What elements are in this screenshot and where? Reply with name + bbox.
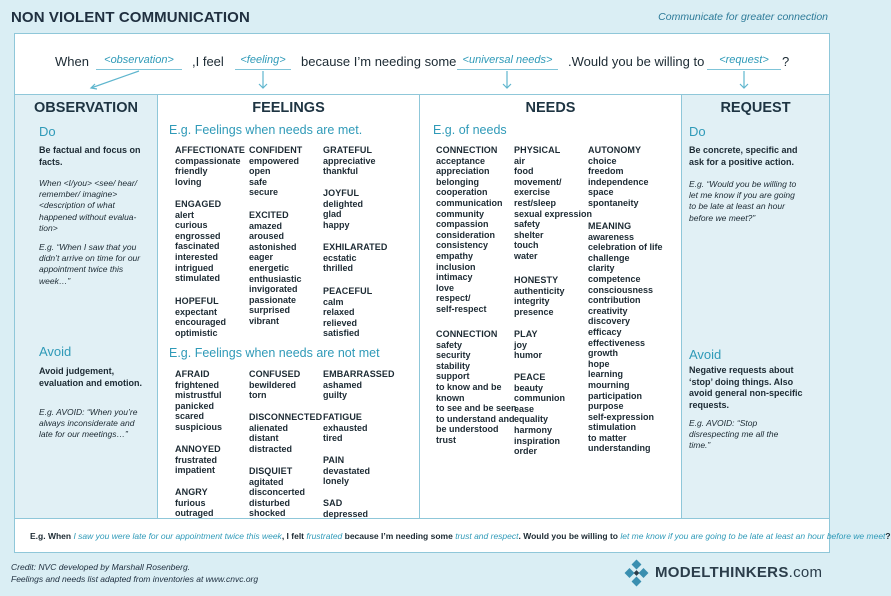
needs-group: PEACE beauty communion ease equality harmony inspiration order bbox=[514, 372, 565, 457]
arrow-to-request-icon bbox=[740, 71, 748, 88]
observation-do-label: Do bbox=[39, 124, 56, 139]
request-avoid-text: Negative requests about ‘stop’ doing things. Also avoid general non-specific requests. bbox=[689, 365, 803, 410]
observation-avoid-text: Avoid judgement, evaluation and emotion. bbox=[39, 366, 143, 388]
sentence-when: When bbox=[55, 54, 89, 69]
feelings-not-met-title: E.g. Feelings when needs are not met bbox=[169, 346, 380, 360]
credit-text: Credit: NVC developed by Marshall Rosenberg. bbox=[11, 562, 191, 572]
arrow-to-needs-icon bbox=[503, 71, 511, 88]
feeling-group: ANNOYED frustrated impatient bbox=[175, 444, 221, 476]
divider bbox=[15, 518, 829, 519]
arrow-to-feelings-icon bbox=[259, 71, 267, 88]
observation-slot: <observation> bbox=[104, 54, 174, 66]
feeling-group: HOPEFUL expectant encouraged optimistic bbox=[175, 296, 227, 338]
arrow-to-observation-icon bbox=[91, 71, 139, 89]
modelthinkers-logo-icon bbox=[623, 561, 651, 585]
feeling-group: FATIGUE exhausted tired bbox=[323, 412, 368, 444]
feeling-group: DISQUIET agitated disconcerted disturbed shocked bbox=[249, 466, 306, 519]
divider bbox=[419, 94, 420, 518]
feelings-met-title: E.g. Feelings when needs are met. bbox=[169, 123, 363, 137]
request-slot: <request> bbox=[719, 54, 769, 66]
source-text: Feelings and needs list adapted from inventories at www.cnvc.org bbox=[11, 574, 259, 584]
sentence-willing: .Would you be willing to bbox=[568, 54, 705, 69]
feeling-group: PAIN devastated lonely bbox=[323, 455, 371, 487]
feeling-group: DISCONNECTED alienated distant distracted bbox=[249, 412, 323, 454]
needs-group: CONNECTION acceptance appreciation belonging cooperation communication community compassion consideration consistency empathy inclusion intimacy love respect/ self-respect bbox=[436, 145, 503, 314]
feeling-group: PEACEFUL calm relaxed relieved satisfied bbox=[323, 286, 373, 339]
needs-slot: <universal needs> bbox=[462, 54, 553, 66]
request-avoid-label: Avoid bbox=[689, 347, 722, 362]
needs-group: PHYSICAL air food movement/ exercise rest/sleep sexual expression safety shelter touch water bbox=[514, 145, 593, 261]
page-title: NON VIOLENT COMMUNICATION bbox=[11, 9, 250, 26]
feeling-group: AFFECTIONATE compassionate friendly loving bbox=[175, 145, 246, 187]
request-heading: REQUEST bbox=[720, 100, 791, 116]
observation-avoid-label: Avoid bbox=[39, 344, 72, 359]
observation-do-text: Be factual and focus on facts. bbox=[39, 145, 141, 167]
feeling-group: JOYFUL delighted glad happy bbox=[323, 188, 363, 230]
observation-template: When <I/you> <see/ hear/ remember/ imagine> <description of what happened without evalua- tion> bbox=[39, 178, 138, 233]
request-example: E.g. “Would you be willing to let me know if you are going to be late at least an hour before we meet?” bbox=[689, 179, 797, 223]
feeling-group: AFRAID frightened mistrustful panicked scared suspicious bbox=[175, 369, 223, 432]
example-sentence: E.g. When I saw you were late for our appointment twice this week, I felt frustrated because I’m needing some trust and respect. Would you be willing to let me know if you are going to be late at least an hour before we meet? bbox=[30, 531, 891, 541]
feeling-group: SAD depressed bbox=[323, 498, 369, 519]
connector-arrows bbox=[0, 0, 843, 100]
observation-example: E.g. “When I saw that you didn’t arrive on time for our appointment twice this week…” bbox=[39, 242, 141, 286]
divider bbox=[681, 94, 682, 518]
needs-group: AUTONOMY choice freedom independence space spontaneity bbox=[588, 145, 649, 208]
divider bbox=[157, 94, 158, 518]
needs-group: HONESTY authenticity integrity presence bbox=[514, 275, 565, 317]
needs-title: E.g. of needs bbox=[433, 123, 507, 137]
feeling-group: CONFIDENT empowered open safe secure bbox=[249, 145, 303, 198]
observation-avoid-example: E.g. AVOID: “When you’re always inconsiderate and late for our meetings…” bbox=[39, 407, 138, 440]
needs-group: CONNECTION safety security stability support to know and be known to see and be seen to understand and be understood trust bbox=[436, 329, 517, 445]
feeling-group: ENGAGED alert curious engrossed fascinated interested intrigued stimulated bbox=[175, 199, 222, 284]
needs-group: PLAY joy humor bbox=[514, 329, 542, 361]
needs-heading: NEEDS bbox=[525, 100, 576, 116]
brand-name: MODELTHINKERS.com bbox=[655, 564, 823, 581]
sentence-i-feel: ,I feel bbox=[192, 54, 224, 69]
sentence-question-mark: ? bbox=[782, 54, 790, 69]
sentence-needing: because I’m needing some bbox=[301, 54, 457, 69]
observation-heading: OBSERVATION bbox=[34, 100, 138, 116]
request-avoid-example: E.g. AVOID: “Stop disrespecting me all the time.” bbox=[689, 418, 779, 451]
tagline: Communicate for greater connection bbox=[658, 11, 828, 23]
feeling-group: GRATEFUL appreciative thankful bbox=[323, 145, 376, 177]
feeling-group: EMBARRASSED ashamed guilty bbox=[323, 369, 395, 401]
feeling-group: CONFUSED bewildered torn bbox=[249, 369, 301, 401]
feeling-slot: <feeling> bbox=[240, 54, 286, 66]
feeling-group: EXCITED amazed aroused astonished eager energetic enthusiastic invigorated passionate surprised vibrant bbox=[249, 210, 302, 326]
feeling-group: ANGRY furious outraged bbox=[175, 487, 214, 519]
request-do-text: Be concrete, specific and ask for a positive action. bbox=[689, 145, 798, 167]
request-do-label: Do bbox=[689, 124, 706, 139]
feeling-group: EXHILARATED ecstatic thrilled bbox=[323, 242, 388, 274]
needs-group: MEANING awareness celebration of life challenge clarity competence consciousness contribution creativity discovery efficacy effectiveness growth hope learning mourning participation purpose self-expression stimulation to matter understanding bbox=[588, 221, 663, 454]
feelings-heading: FEELINGS bbox=[252, 100, 325, 116]
